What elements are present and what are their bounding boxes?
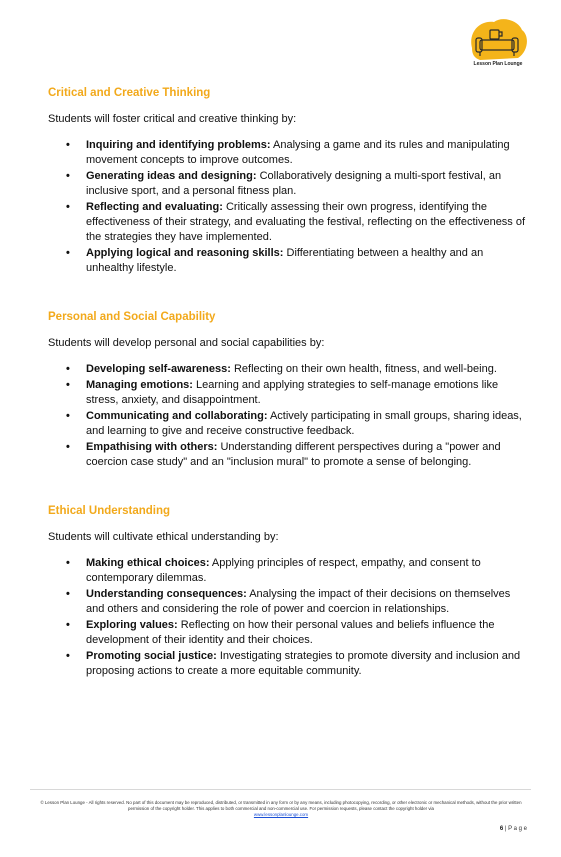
section-heading: Personal and Social Capability [48,311,216,323]
list-item [48,618,528,648]
list-item [48,649,528,679]
list-item [48,362,528,377]
bullet-icon: • [66,619,70,631]
bullet-icon: • [66,588,70,600]
item-text: Reflecting on their own health, fitness, and well-being. [230,363,497,375]
bullet-list [48,556,528,679]
item-key: Reflecting and evaluating: [86,201,223,213]
item-text: Critically assessing their own progress, identifying the effectiveness of their strategy, and evaluating the festival, reflecting on the effectiveness of the strategies they have implemented. [86,201,526,243]
bullet-icon: • [66,557,70,569]
bullet-list [48,362,528,470]
item-text: Analysing the impact of their decisions on themselves and others and considering the role of power and coercion in relationships. [86,588,511,615]
bullet-icon: • [66,441,70,453]
item-text: Differentiating between a healthy and an unhealthy lifestyle. [86,247,484,274]
section-critical-creative-thinking [48,86,528,276]
logo-text: Lesson Plan Lounge [473,61,523,67]
item-text: Actively participating in small groups, sharing ideas, and learning to give and receive constructive feedback. [86,410,522,437]
bullet-icon: • [66,363,70,375]
website-link[interactable]: www.lessonplanlounge.com [253,812,309,817]
item-text: Learning and applying strategies to self-manage emotions like stress, anxiety, and disappointment. [86,379,499,406]
bullet-icon: • [66,139,70,151]
item-text: Understanding different perspectives during a "power and coercion case study" and an "inclusion mural" to promote a sense of belonging. [86,441,501,468]
page-label: P a g e [508,826,527,832]
list-item [48,409,528,439]
list-item [48,440,528,470]
item-key: Communicating and collaborating: [86,410,268,422]
section-ethical-understanding [48,504,528,679]
list-item [48,378,528,408]
section-intro: Students will develop personal and social capabilities by: [48,337,325,349]
item-text: Analysing a game and its rules and manipulating movement concepts to improve outcomes. [86,139,510,166]
item-text: Investigating strategies to promote diversity and inclusion and proposing actions to create a more equitable community. [86,650,521,677]
item-text: Applying principles of respect, empathy, and consent to contemporary dilemmas. [86,557,481,584]
item-key: Applying logical and reasoning skills: [86,247,284,259]
item-key: Exploring values: [86,619,178,631]
list-item [48,246,528,276]
bullet-icon: • [66,170,70,182]
item-key: Generating ideas and designing: [86,170,257,182]
page-separator: | [504,826,507,832]
item-key: Promoting social justice: [86,650,217,662]
section-heading: Ethical Understanding [48,505,171,517]
bullet-icon: • [66,247,70,259]
list-item [48,587,528,617]
page-number-value: 6 [499,826,504,832]
bullet-list [48,138,528,276]
list-item [48,169,528,199]
list-item [48,556,528,586]
item-key: Making ethical choices: [86,557,210,569]
item-text: Reflecting on how their personal values and beliefs influence the development of their identity and their choices. [86,619,495,646]
bullet-icon: • [66,379,70,391]
page-number [500,826,527,832]
copyright-text: © Lesson Plan Lounge - All rights reserved. No part of this document may be reproduced, distributed, or transmitted in any form or by any means, including photocopying, recording, or other electronic or mechanical methods, without the prior written permission of the copyright holder. This applies to both commercial and non-commercial use. For permission requests, please contact the copyright holder via [40,800,522,811]
document-body [48,86,528,680]
bullet-icon: • [66,410,70,422]
bullet-icon: • [66,201,70,213]
section-intro: Students will foster critical and creative thinking by: [48,113,297,125]
item-key: Managing emotions: [86,379,193,391]
item-key: Understanding consequences: [86,588,247,600]
item-key: Developing self-awareness: [86,363,231,375]
list-item [48,200,528,245]
footer-divider [30,789,531,790]
bullet-icon: • [66,650,70,662]
item-key: Inquiring and identifying problems: [86,139,271,151]
item-text: Collaboratively designing a multi-sport festival, an inclusive sport, and a personal fitness plan. [86,170,502,197]
section-personal-social-capability [48,310,528,470]
section-heading: Critical and Creative Thinking [48,87,211,99]
list-item [48,138,528,168]
section-intro: Students will cultivate ethical understanding by: [48,531,279,543]
item-key: Empathising with others: [86,441,218,453]
footer-copyright [36,800,526,818]
